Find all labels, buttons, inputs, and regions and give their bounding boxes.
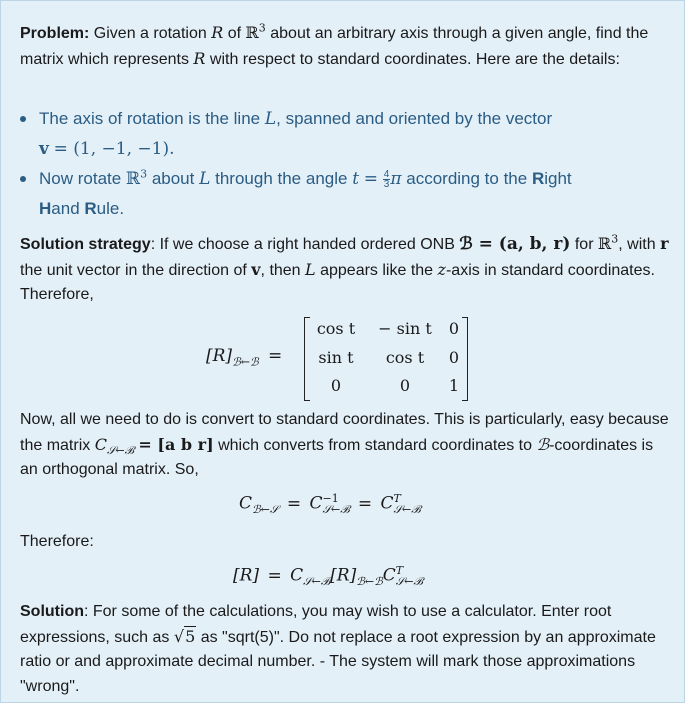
right-bracket bbox=[462, 317, 468, 401]
rotation-symbol: R bbox=[211, 23, 224, 42]
rule-text: and bbox=[51, 199, 80, 218]
bullet-icon bbox=[20, 116, 26, 122]
line-symbol: L bbox=[305, 259, 316, 279]
strategy-text-6: appears like the bbox=[320, 261, 434, 279]
rotation-symbol-2: R bbox=[193, 48, 206, 68]
bullet-icon bbox=[20, 176, 26, 182]
rule-letter: R bbox=[531, 169, 545, 188]
therefore-label: Therefore: bbox=[20, 533, 94, 550]
angle-fraction: $\frac{4}{3}$ bbox=[383, 169, 390, 191]
convert-text-2: which converts from standard coordinates to bbox=[218, 436, 533, 454]
solution-text-1: : For some of the calculations, you may wish to use a calculator. Enter root expressions, such as bbox=[20, 603, 612, 646]
matrix-cell: 0 bbox=[448, 319, 460, 338]
problem-text-1: Given a rotation bbox=[93, 25, 207, 42]
vector-symbol: v bbox=[39, 139, 49, 159]
list-item bbox=[20, 164, 670, 223]
matrix-cell: cos t bbox=[316, 319, 356, 338]
rule-text: ight bbox=[544, 169, 572, 188]
r-symbol: r bbox=[660, 234, 669, 253]
rule-letter: H bbox=[39, 199, 52, 218]
strategy-text-4: the unit vector in the direction of bbox=[20, 261, 247, 279]
sqrt-example: √5 bbox=[173, 626, 196, 646]
c-symbol: C bbox=[94, 434, 107, 454]
strategy-text-3: , with bbox=[618, 236, 656, 253]
vector-value: = (1, −1, −1). bbox=[53, 139, 175, 159]
z-symbol: z bbox=[437, 259, 446, 279]
r3-symbol: ℝ$^3$ bbox=[245, 21, 266, 42]
r3-symbol: ℝ$^3$ bbox=[597, 232, 619, 253]
matrix-cell: 0 bbox=[448, 348, 460, 367]
convert-text-1: Now, all we need to do is convert to standard coordinates. This is particularly, easy because the matrix bbox=[20, 411, 669, 454]
left-bracket bbox=[304, 317, 310, 401]
strategy-text-7: -axis in standard coordinates. Therefore, bbox=[20, 261, 655, 303]
strategy-text-5: , then bbox=[260, 261, 301, 279]
inverse-equation: $C_{ℬ\leftarrow 𝒮} = C$ −1 𝒮←ℬ = C T 𝒮←ℬ bbox=[239, 492, 421, 516]
strategy-text-2: for bbox=[574, 236, 594, 253]
matrix-cell: sin t bbox=[318, 348, 354, 367]
basis-expression: ℬ = (a, b, r) bbox=[459, 234, 571, 254]
convert-paragraph bbox=[20, 408, 670, 483]
axis-text-1: The axis of rotation is the line bbox=[39, 109, 261, 128]
convert-text-3: -coordinates is an orthogonal matrix. So, bbox=[20, 436, 654, 478]
line-symbol: L bbox=[264, 109, 277, 129]
rotation-matrix bbox=[304, 317, 468, 399]
final-equation: $[R] = C_{𝒮\leftarrow ℬ}[R]_{ℬ\leftarrow ℬ}C$ T 𝒮←ℬ bbox=[233, 564, 423, 588]
problem-text-3: about an arbitrary axis through a given angle, find the matrix which represents bbox=[20, 25, 649, 68]
strategy-paragraph bbox=[20, 232, 670, 308]
rule-text: ule. bbox=[96, 199, 125, 218]
line-symbol: L bbox=[199, 169, 211, 189]
solution-label: Solution bbox=[20, 603, 84, 620]
matrix-lhs: $[R]_{ℬ\leftarrow ℬ}$ = bbox=[206, 346, 283, 369]
r3-symbol: ℝ$^3$ bbox=[125, 167, 148, 189]
pi-symbol: π bbox=[390, 169, 402, 189]
problem-label: Problem: bbox=[20, 25, 90, 42]
rotate-text-4: according to the bbox=[406, 169, 528, 188]
rule-letter: R bbox=[84, 199, 97, 218]
matrix-cell: 1 bbox=[448, 376, 460, 395]
solution-paragraph bbox=[20, 600, 670, 699]
solution-text-2: as "sqrt(5)". Do not replace a root expression by an approximate ratio or and approximate decimal number. - The system will mark those approximations "wrong". bbox=[20, 628, 656, 695]
basis-symbol: ℬ bbox=[536, 434, 550, 454]
problem-paragraph bbox=[20, 21, 670, 72]
details-list bbox=[20, 104, 670, 223]
angle-symbol: t bbox=[352, 169, 360, 189]
c-value: = [a b r] bbox=[138, 434, 214, 454]
strategy-text-1: : If we choose a right handed ordered ONB bbox=[150, 236, 455, 253]
rotate-text-2: about bbox=[151, 169, 195, 188]
axis-text-2: , spanned and oriented by the vector bbox=[276, 109, 553, 128]
matrix-cell: cos t bbox=[385, 348, 425, 367]
angle-equals: = bbox=[363, 169, 379, 189]
matrix-cell: − sin t bbox=[378, 319, 432, 338]
problem-text-2: of bbox=[227, 25, 242, 42]
matrix-cell: 0 bbox=[330, 376, 342, 395]
list-item bbox=[20, 104, 670, 164]
c-subscript: 𝒮←ℬ bbox=[106, 443, 134, 457]
rotate-text-1: Now rotate bbox=[39, 169, 122, 188]
problem-text-4: with respect to standard coordinates. Here are the details: bbox=[209, 50, 620, 68]
v-symbol: v bbox=[251, 259, 261, 279]
matrix-cell: 0 bbox=[399, 376, 411, 395]
strategy-label: Solution strategy bbox=[20, 236, 151, 253]
rotate-text-3: through the angle bbox=[215, 169, 348, 188]
